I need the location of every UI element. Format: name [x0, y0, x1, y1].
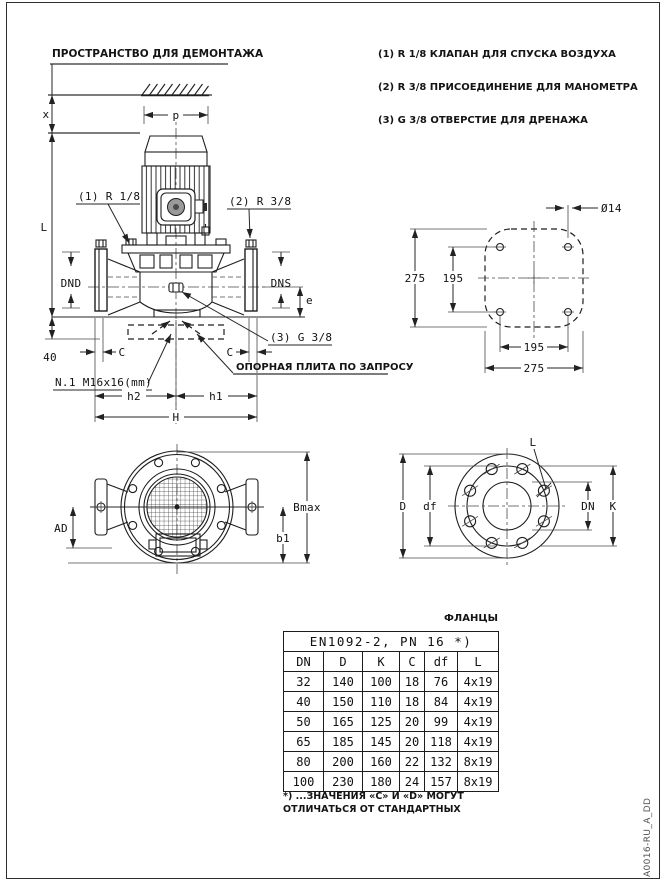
callout-manometer: (2) R 3/8 [229, 195, 292, 208]
dim-label-ad: AD [54, 522, 68, 535]
table-cell: 76 [425, 672, 458, 692]
callout-support-plate: ОПОРНАЯ ПЛИТА ПО ЗАПРОСУ [236, 362, 414, 373]
table-cell: 132 [425, 752, 458, 772]
table-cell: 150 [324, 692, 363, 712]
table-header-row [284, 652, 499, 672]
dim-label-l: L [529, 436, 537, 449]
table-cell: 145 [363, 732, 400, 752]
table-cell: 185 [324, 732, 363, 752]
table-header-cell: df [425, 652, 458, 672]
table-footnote-line1: *) ...ЗНАЧЕНИЯ «С» И «D» МОГУТ [283, 791, 464, 802]
suction-flange [95, 240, 107, 311]
callout-anchor-bolts: N.1 M16x16(mm) [55, 376, 152, 389]
side-view [41, 64, 414, 424]
table-cell: 40 [284, 692, 324, 712]
table-header-cell: C [400, 652, 425, 672]
table-cell: 4x19 [458, 672, 499, 692]
table-row [284, 712, 499, 732]
base-plate-view [402, 202, 622, 375]
table-footnote-line2: ОТЛИЧАТЬСЯ ОТ СТАНДАРТНЫХ [283, 803, 461, 815]
table-cell: 99 [425, 712, 458, 732]
table-cell: 180 [363, 772, 400, 792]
table-cell: 200 [324, 752, 363, 772]
dim-label-dns: DNS [270, 277, 292, 290]
discharge-flange [245, 240, 257, 311]
dim-label-e: e [306, 294, 313, 307]
note-air-valve: (1) R 1/8 КЛАПАН ДЛЯ СПУСКА ВОЗДУХА [378, 49, 616, 60]
table-cell: 32 [284, 672, 324, 692]
ceiling-hatch [48, 84, 212, 96]
table-cell: 4x19 [458, 732, 499, 752]
dim-label-dnd: DND [60, 277, 82, 290]
table-cell: 125 [363, 712, 400, 732]
flange-view [396, 436, 620, 565]
dim-label-df: df [423, 500, 437, 513]
dim-label-275v: 275 [404, 272, 426, 285]
table-cell: 20 [400, 732, 425, 752]
table-row [284, 772, 499, 792]
flange-table-title: ФЛАНЦЫ [444, 613, 498, 624]
table-cell: 65 [284, 732, 324, 752]
dim-label-x: x [42, 108, 50, 121]
base-plate-dimensions [410, 205, 598, 373]
table-header-cell: K [363, 652, 400, 672]
table-cell: 24 [400, 772, 425, 792]
dim-label-hole-dia: Ø14 [601, 202, 622, 215]
note-manometer: (2) R 3/8 ПРИСОЕДИНЕНИЕ ДЛЯ МАНОМЕТРА [378, 82, 638, 93]
table-row [284, 692, 499, 712]
table-cell: 157 [425, 772, 458, 792]
motor [142, 136, 210, 245]
drain-plug [169, 283, 183, 292]
table-cell: 80 [284, 752, 324, 772]
table-cell: 110 [363, 692, 400, 712]
table-header-cell: L [458, 652, 499, 672]
table-cell: 8x19 [458, 752, 499, 772]
drawing-code: A0016-RU_A_DD [643, 797, 653, 877]
table-row [284, 752, 499, 772]
callout-air-valve: (1) R 1/8 [78, 190, 141, 203]
table-footnote [283, 791, 513, 816]
table-cell: 230 [324, 772, 363, 792]
dim-label-dn: DN [581, 500, 595, 513]
dim-label-c-left: C [118, 346, 126, 359]
dim-label-40: 40 [43, 351, 57, 364]
table-cell: 18 [400, 692, 425, 712]
table-cell: 20 [400, 712, 425, 732]
table-row [284, 672, 499, 692]
table-cell: 140 [324, 672, 363, 692]
dim-label-195v: 195 [442, 272, 464, 285]
table-cell: 50 [284, 712, 324, 732]
table-cell: 165 [324, 712, 363, 732]
table-cell: 160 [363, 752, 400, 772]
dim-label-H: H [172, 411, 180, 424]
table-header-cell: D [324, 652, 363, 672]
table-row [284, 732, 499, 752]
dim-label-d: D [399, 500, 407, 513]
front-view [54, 444, 322, 574]
table-cell: 8x19 [458, 772, 499, 792]
dim-label-h1: h1 [209, 390, 223, 403]
dim-label-bmax: Bmax [293, 501, 321, 514]
table-cell: 4x19 [458, 712, 499, 732]
table-cell: 84 [425, 692, 458, 712]
table-standard-cell: EN1092-2, PN 16 *) [284, 632, 499, 652]
table-row-standard [284, 632, 499, 652]
table-header-cell: DN [284, 652, 324, 672]
table-cell: 100 [363, 672, 400, 692]
table-cell: 100 [284, 772, 324, 792]
table-cell: 4x19 [458, 692, 499, 712]
dim-label-p: p [172, 109, 180, 122]
disassembly-space-title: ПРОСТРАНСТВО ДЛЯ ДЕМОНТАЖА [52, 48, 264, 60]
flange-table [283, 631, 499, 792]
dim-label-195h: 195 [523, 341, 545, 354]
table-cell: 22 [400, 752, 425, 772]
dim-label-h2: h2 [127, 390, 141, 403]
table-cell: 18 [400, 672, 425, 692]
dim-label-c-right: C [226, 346, 234, 359]
dim-label-L: L [40, 221, 48, 234]
table-cell: 118 [425, 732, 458, 752]
dim-label-b1: b1 [276, 532, 290, 545]
dim-label-275h: 275 [523, 362, 545, 375]
dim-label-k: K [609, 500, 617, 513]
callout-drain: (3) G 3/8 [270, 331, 333, 344]
note-drain: (3) G 3/8 ОТВЕРСТИЕ ДЛЯ ДРЕНАЖА [378, 115, 588, 126]
